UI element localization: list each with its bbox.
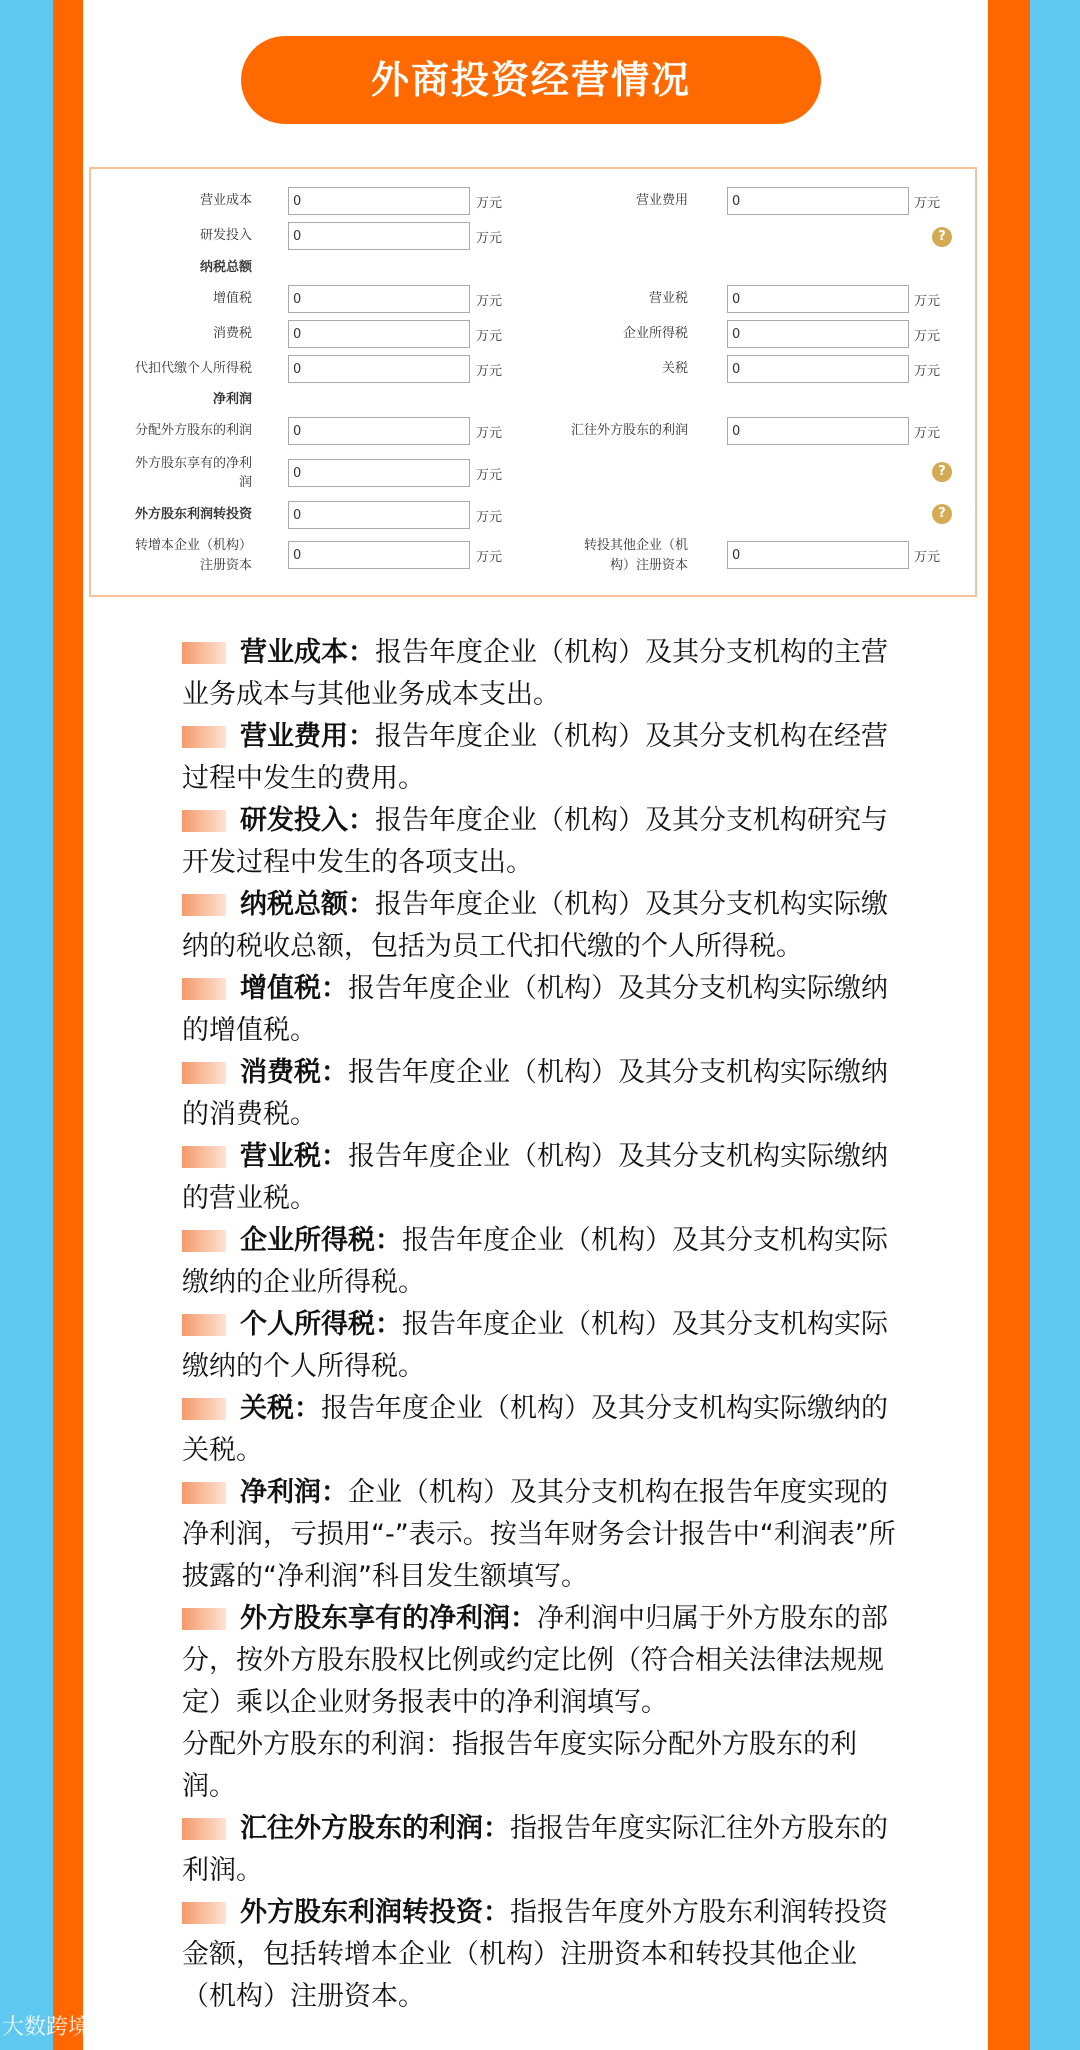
bullet-marker bbox=[182, 810, 226, 832]
definition-text: 报告年度企业（机构）及其分支机构实际缴纳的增值税。 bbox=[182, 973, 888, 1046]
operating-cost-input[interactable] bbox=[288, 187, 470, 215]
definition-text: 报告年度企业（机构）及其分支机构研究与开发过程中发生的各项支出。 bbox=[182, 805, 888, 878]
operating-expense-input[interactable] bbox=[727, 187, 909, 215]
definition-term: 营业成本： bbox=[240, 637, 375, 668]
unit-label: 万元 bbox=[476, 329, 503, 344]
definition-term: 营业税： bbox=[240, 1141, 348, 1172]
definition-item bbox=[182, 1388, 904, 1472]
withheld-personal-tax-input[interactable] bbox=[288, 355, 470, 383]
label-foreign-net-profit-line2: 润 bbox=[238, 475, 252, 490]
label-business-tax: 营业税 bbox=[648, 291, 688, 306]
unit-label: 万元 bbox=[476, 550, 503, 565]
bullet-marker bbox=[182, 1398, 226, 1420]
help-icon[interactable]: ? bbox=[932, 227, 952, 247]
definition-text: 报告年度企业（机构）及其分支机构实际缴纳的营业税。 bbox=[182, 1141, 888, 1214]
definition-item bbox=[182, 1052, 904, 1136]
section-total-tax: 纳税总额 bbox=[199, 260, 252, 275]
unit-label: 万元 bbox=[476, 231, 503, 246]
definition-item bbox=[182, 968, 904, 1052]
label-profit-reinvestment: 外方股东利润转投资 bbox=[134, 507, 252, 522]
label-operating-expense: 营业费用 bbox=[635, 193, 688, 208]
bullet-marker bbox=[182, 1314, 226, 1336]
unit-label: 万元 bbox=[914, 329, 941, 344]
distributed-profit-input[interactable] bbox=[288, 417, 470, 445]
unit-label: 万元 bbox=[476, 510, 503, 525]
unit-label: 万元 bbox=[476, 426, 503, 441]
definition-item bbox=[182, 1220, 904, 1304]
bullet-marker bbox=[182, 1818, 226, 1840]
page-title: 外商投资经营情况 bbox=[241, 36, 821, 124]
definition-term: 营业费用： bbox=[240, 721, 375, 752]
label-consumption-tax: 消费税 bbox=[212, 326, 252, 341]
label-customs-duty: 关税 bbox=[661, 361, 688, 376]
definition-text: 指报告年度实际汇往外方股东的利润。 bbox=[182, 1813, 888, 1886]
definition-text: 报告年度企业（机构）及其分支机构的主营业务成本与其他业务成本支出。 bbox=[182, 637, 888, 710]
definition-text: 报告年度企业（机构）及其分支机构实际缴纳的消费税。 bbox=[182, 1057, 888, 1130]
unit-label: 万元 bbox=[914, 426, 941, 441]
unit-label: 万元 bbox=[476, 196, 503, 211]
bullet-marker bbox=[182, 1230, 226, 1252]
help-icon[interactable]: ? bbox=[932, 504, 952, 524]
definition-term: 增值税： bbox=[240, 973, 348, 1004]
definition-term: 外方股东利润转投资： bbox=[240, 1897, 510, 1928]
consumption-tax-input[interactable] bbox=[288, 320, 470, 348]
definition-text: 净利润中归属于外方股东的部分，按外方股东股权比例或约定比例（符合相关法律法规规定）乘以企业财务报表中的净利润填写。 bbox=[182, 1603, 888, 1718]
definition-item bbox=[182, 1808, 904, 1892]
definition-item bbox=[182, 1472, 904, 1598]
definition-text: 报告年度企业（机构）及其分支机构实际缴纳的个人所得税。 bbox=[182, 1309, 888, 1382]
corporate-income-tax-input[interactable] bbox=[727, 320, 909, 348]
capital-increase-input[interactable] bbox=[288, 541, 470, 569]
label-capital-increase-line2: 注册资本 bbox=[199, 558, 252, 573]
definition-item: 分配外方股东的利润：指报告年度实际分配外方股东的利润。 bbox=[182, 1729, 857, 1802]
definition-item bbox=[182, 1892, 904, 2018]
unit-label: 万元 bbox=[914, 550, 941, 565]
definition-item bbox=[182, 1136, 904, 1220]
definition-item bbox=[182, 632, 904, 716]
definition-term: 净利润： bbox=[240, 1477, 348, 1508]
bullet-marker bbox=[182, 1146, 226, 1168]
label-rd-investment: 研发投入 bbox=[199, 228, 252, 243]
definition-term: 纳税总额： bbox=[240, 889, 375, 920]
bullet-marker bbox=[182, 726, 226, 748]
bullet-marker bbox=[182, 894, 226, 916]
definition-term: 汇往外方股东的利润： bbox=[240, 1813, 510, 1844]
label-distributed-profit: 分配外方股东的利润 bbox=[134, 423, 252, 438]
label-capital-increase-line1: 转增本企业（机构） bbox=[134, 538, 252, 553]
help-icon[interactable]: ? bbox=[932, 462, 952, 482]
definition-item bbox=[182, 1304, 904, 1388]
definition-item bbox=[182, 1598, 904, 1724]
definition-term: 个人所得税： bbox=[240, 1309, 402, 1340]
definition-text: 指报告年度外方股东利润转投资金额，包括转增本企业（机构）注册资本和转投其他企业（机构）注册资本。 bbox=[182, 1897, 888, 2012]
label-vat: 增值税 bbox=[212, 291, 252, 306]
unit-label: 万元 bbox=[476, 468, 503, 483]
label-remitted-profit: 汇往外方股东的利润 bbox=[570, 423, 688, 438]
bullet-marker bbox=[182, 1608, 226, 1630]
definition-item bbox=[182, 716, 904, 800]
definition-term: 关税： bbox=[240, 1393, 321, 1424]
vat-input[interactable] bbox=[288, 285, 470, 313]
definition-text: 报告年度企业（机构）及其分支机构实际缴纳的税收总额，包括为员工代扣代缴的个人所得税。 bbox=[182, 889, 888, 962]
bullet-marker bbox=[182, 642, 226, 664]
label-corporate-income-tax: 企业所得税 bbox=[622, 326, 688, 341]
definition-term: 企业所得税： bbox=[240, 1225, 402, 1256]
customs-duty-input[interactable] bbox=[727, 355, 909, 383]
reinvest-other-input[interactable] bbox=[727, 541, 909, 569]
rd-investment-input[interactable] bbox=[288, 222, 470, 250]
foreign-net-profit-input[interactable] bbox=[288, 459, 470, 487]
label-reinvest-other-line2: 构）注册资本 bbox=[609, 558, 688, 573]
bullet-marker bbox=[182, 1482, 226, 1504]
definition-term: 外方股东享有的净利润： bbox=[240, 1603, 537, 1634]
definition-text: 报告年度企业（机构）及其分支机构实际缴纳的企业所得税。 bbox=[182, 1225, 888, 1298]
unit-label: 万元 bbox=[914, 196, 941, 211]
watermark: 大数跨境 bbox=[2, 2015, 91, 2040]
unit-label: 万元 bbox=[914, 364, 941, 379]
definition-text: 企业（机构）及其分支机构在报告年度实现的净利润，亏损用“-”表示。按当年财务会计报告中“利润表”所披露的“净利润”科目发生额填写。 bbox=[182, 1477, 896, 1592]
definition-item bbox=[182, 800, 904, 884]
definition-text: 报告年度企业（机构）及其分支机构在经营过程中发生的费用。 bbox=[182, 721, 888, 794]
definition-term: 消费税： bbox=[240, 1057, 348, 1088]
unit-label: 万元 bbox=[476, 364, 503, 379]
unit-label: 万元 bbox=[914, 294, 941, 309]
definitions-list bbox=[182, 632, 904, 2018]
label-reinvest-other-line1: 转投其他企业（机 bbox=[583, 538, 688, 553]
definition-item bbox=[182, 884, 904, 968]
bullet-marker bbox=[182, 978, 226, 1000]
label-withheld-personal-tax: 代扣代缴个人所得税 bbox=[134, 361, 252, 376]
profit-reinvestment-input[interactable] bbox=[288, 501, 470, 529]
bullet-marker bbox=[182, 1902, 226, 1924]
remitted-profit-input[interactable] bbox=[727, 417, 909, 445]
label-foreign-net-profit-line1: 外方股东享有的净利 bbox=[134, 456, 252, 471]
label-operating-cost: 营业成本 bbox=[199, 193, 252, 208]
definition-term: 研发投入： bbox=[240, 805, 375, 836]
unit-label: 万元 bbox=[476, 294, 503, 309]
business-tax-input[interactable] bbox=[727, 285, 909, 313]
definition-text: 报告年度企业（机构）及其分支机构实际缴纳的关税。 bbox=[182, 1393, 888, 1466]
bullet-marker bbox=[182, 1062, 226, 1084]
section-net-profit: 净利润 bbox=[212, 392, 252, 407]
